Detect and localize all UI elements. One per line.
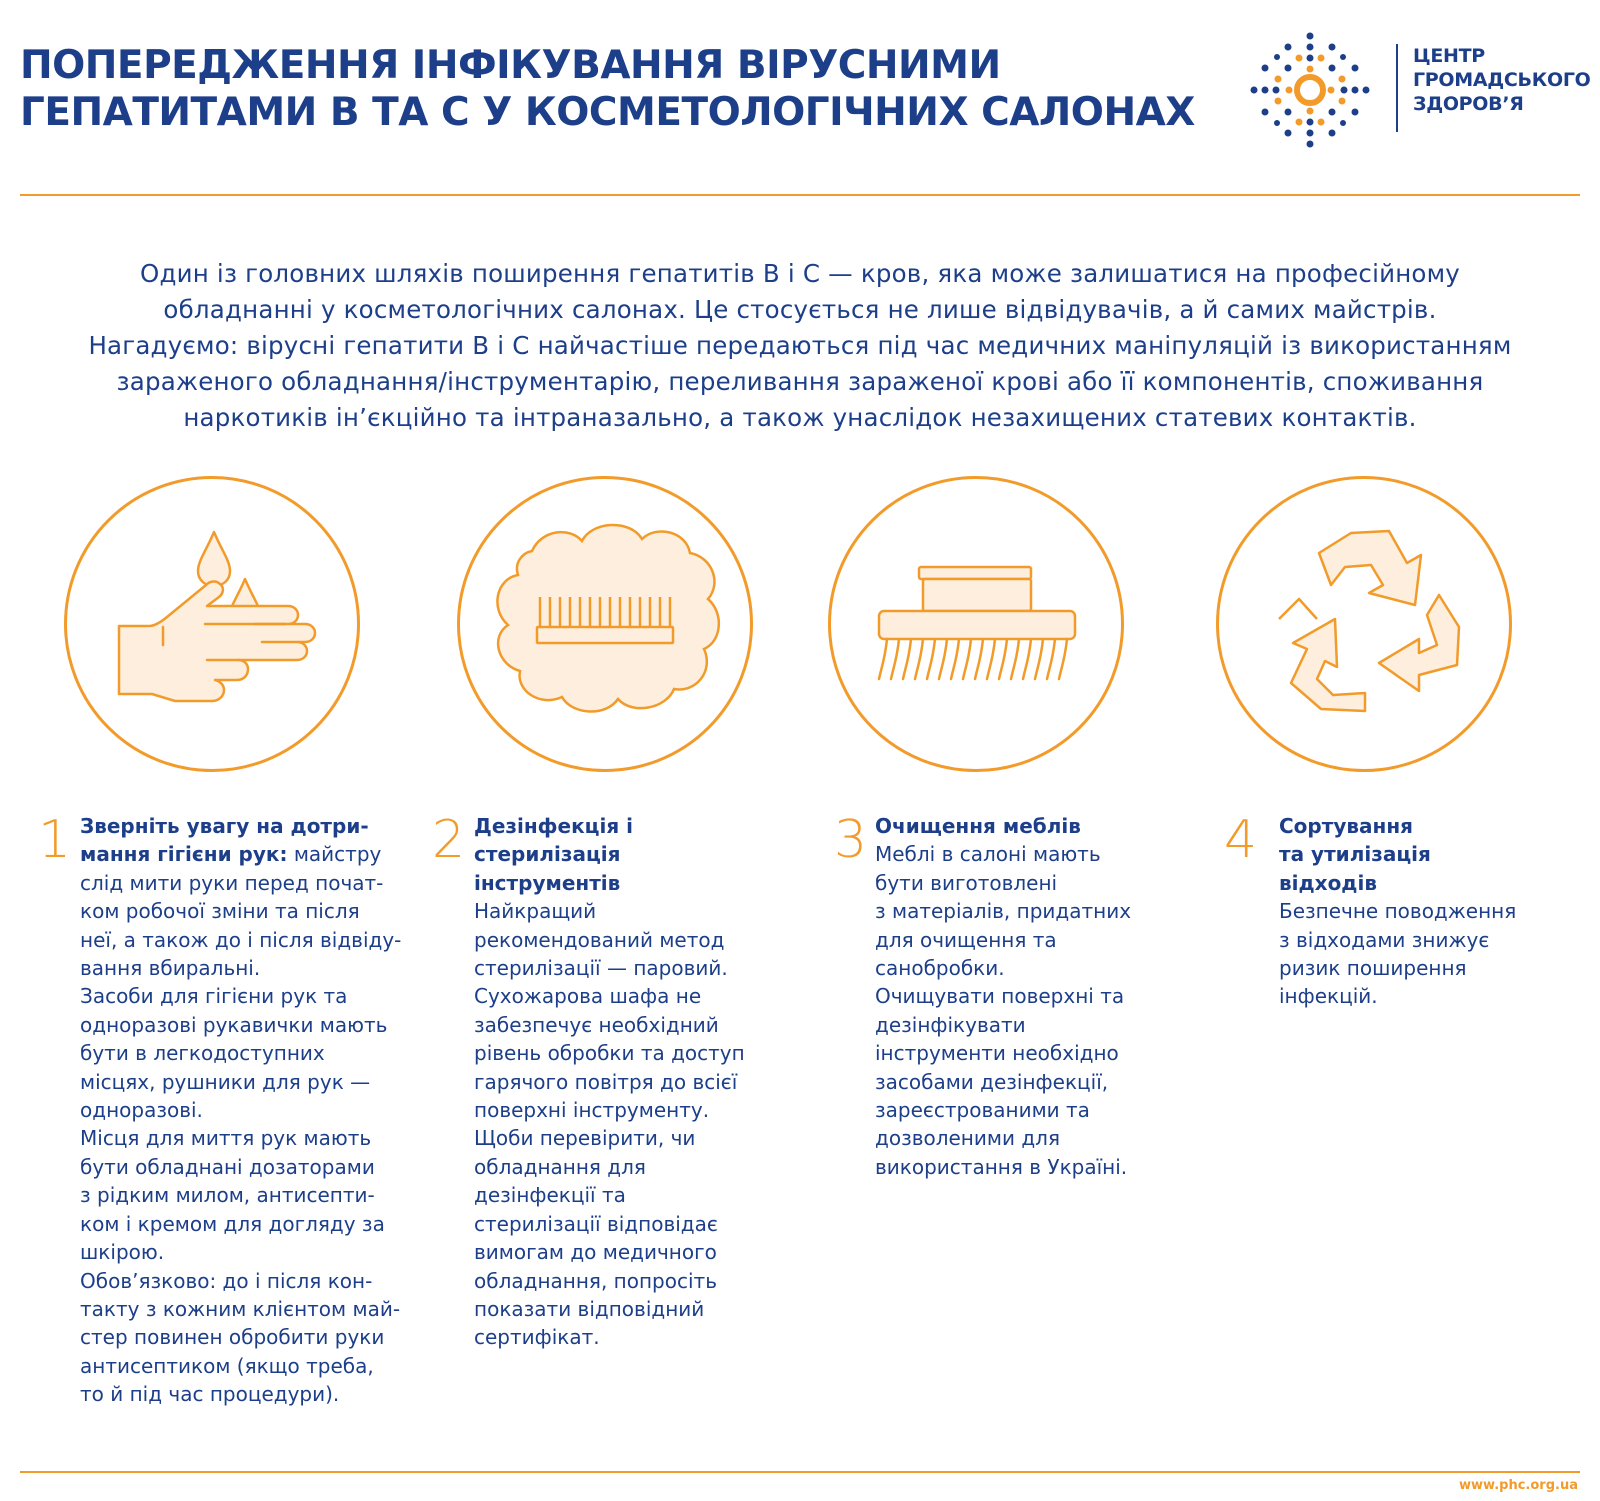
page-title-line-2: ГЕПАТИТАМИ В ТА С У КОСМЕТОЛОГІЧНИХ САЛОНАХ	[20, 90, 1195, 135]
step-body-text: Очищувати поверхні та	[875, 984, 1125, 1009]
logo-divider	[1396, 44, 1398, 132]
step-body-text: бути обладнані дозаторами	[80, 1154, 375, 1179]
step-body-text: рекомендований метод	[474, 927, 725, 952]
step-4-line	[1279, 869, 1600, 897]
step-body-text: антисептиком (якщо треба,	[80, 1353, 374, 1378]
step-body-text: дозволеними для	[875, 1126, 1060, 1151]
step-1-line	[80, 1238, 420, 1266]
step-3-line	[875, 926, 1215, 954]
step-number-3: 3	[834, 810, 868, 870]
step-3-line	[875, 1124, 1215, 1152]
step-1-line	[80, 1124, 420, 1152]
step-3-line	[875, 982, 1215, 1010]
logo-mark-icon	[1250, 30, 1370, 150]
step-1-line	[80, 954, 420, 982]
step-1-line	[80, 897, 420, 925]
step-1-text	[80, 812, 420, 1409]
step-body-text: одноразові рукавички мають	[80, 1012, 388, 1037]
logo-text-line-3: ЗДОРОВ’Я	[1413, 93, 1524, 115]
step-number-4: 4	[1224, 810, 1258, 870]
step-body-text: майстру	[287, 842, 382, 867]
step-1-line	[80, 1323, 420, 1351]
step-body-text: з відходами знижує	[1279, 927, 1490, 952]
intro-line-1: Один із головних шляхів поширення гепатитів В і С — кров, яка може залишатися на професійному	[139, 259, 1461, 288]
step-body-text: місцях, рушники для рук —	[80, 1069, 371, 1094]
bottom-divider	[20, 1471, 1580, 1473]
step-number-1: 1	[38, 810, 72, 870]
logo-text-line-2: ГРОМАДСЬКОГО	[1413, 69, 1591, 91]
step-body-text: Обов’язково: до і після кон-	[80, 1268, 373, 1293]
step-3-line	[875, 954, 1215, 982]
step-body-text: дезінфекції та	[474, 1183, 626, 1208]
step-body-text: обладнання, попросіть	[474, 1268, 717, 1293]
step-body-text: такту з кожним клієнтом май-	[80, 1296, 401, 1321]
logo-text-line-1: ЦЕНТР	[1413, 45, 1485, 67]
step-2-line	[474, 1267, 814, 1295]
step-body-text: Засоби для гігієни рук та	[80, 984, 348, 1009]
footer-url: www.phc.org.ua	[1459, 1478, 1578, 1493]
step-body-text: використання в Україні.	[875, 1154, 1128, 1179]
step-body-text: ком робочої зміни та після	[80, 899, 360, 924]
step-body-text: дезінфікувати	[875, 1012, 1026, 1037]
step-heading: стерилізація	[474, 842, 621, 867]
recycle-icon	[1219, 479, 1509, 769]
step-2-line	[474, 1323, 814, 1351]
step-2-line	[474, 982, 814, 1010]
step-2-line	[474, 1124, 814, 1152]
intro-line-5: наркотиків ін’єкційно та інтраназально, а також унаслідок незахищених статевих контактів.	[183, 403, 1417, 432]
step-body-text: стерилізації — паровий.	[474, 956, 728, 981]
brush-circle	[828, 476, 1124, 772]
step-3-line	[875, 1011, 1215, 1039]
step-1-line	[80, 1267, 420, 1295]
step-heading: Сортування	[1279, 814, 1413, 838]
step-3-line	[875, 1068, 1215, 1096]
step-3-line	[875, 1153, 1215, 1181]
step-3-line	[875, 869, 1215, 897]
step-heading: Зверніть увагу на дотри-	[80, 814, 369, 838]
step-4-line	[1279, 897, 1600, 925]
step-body-text: рівень обробки та доступ	[474, 1041, 745, 1066]
intro-line-2: обладнанні у косметологічних салонах. Це стосується не лише відвідувачів, а й самих майстрів.	[163, 295, 1437, 324]
step-body-text: поверхні інструменту.	[474, 1098, 710, 1123]
step-4-line	[1279, 926, 1600, 954]
step-body-text: санобробки.	[875, 956, 1005, 981]
step-2-line	[474, 840, 814, 868]
step-body-text: вимогам до медичного	[474, 1240, 717, 1265]
comb-disinfection-icon	[460, 479, 750, 769]
step-1-line	[80, 1068, 420, 1096]
step-2-line	[474, 1181, 814, 1209]
step-body-text: шкірою.	[80, 1240, 165, 1265]
step-3-line	[875, 812, 1215, 840]
step-heading: відходів	[1279, 870, 1377, 895]
step-body-text: Найкращий	[474, 899, 597, 924]
step-1-line	[80, 869, 420, 897]
step-body-text: ком і кремом для догляду за	[80, 1211, 385, 1236]
brush-icon	[831, 479, 1121, 769]
step-2-line	[474, 926, 814, 954]
step-body-text: бути в легкодоступних	[80, 1041, 325, 1066]
step-body-text: гарячого повітря до всієї	[474, 1069, 738, 1094]
step-body-text: обладнання для	[474, 1154, 646, 1179]
step-2-line	[474, 897, 814, 925]
hand-washing-icon	[67, 479, 357, 769]
step-body-text: ризик поширення	[1279, 956, 1467, 981]
step-2-line	[474, 1210, 814, 1238]
step-body-text: засобами дезінфекції,	[875, 1069, 1109, 1094]
step-body-text: бути виготовлені	[875, 870, 1058, 895]
step-3-line	[875, 840, 1215, 868]
step-body-text: для очищення та	[875, 927, 1057, 952]
step-1-line	[80, 926, 420, 954]
step-body-text: забезпечує необхідний	[474, 1012, 719, 1037]
step-body-text: інфекцій.	[1279, 984, 1378, 1009]
step-heading: мання гігієни рук:	[80, 842, 288, 867]
step-body-text: з рідким милом, антисепти-	[80, 1183, 375, 1208]
step-1-line	[80, 812, 420, 840]
step-1-line	[80, 840, 420, 868]
recycle-circle	[1216, 476, 1512, 772]
step-2-line	[474, 1011, 814, 1039]
step-1-line	[80, 1210, 420, 1238]
step-3-line	[875, 1096, 1215, 1124]
step-body-text: вання вбиральні.	[80, 956, 261, 981]
step-1-line	[80, 1295, 420, 1323]
step-1-line	[80, 1039, 420, 1067]
step-body-text: Сухожарова шафа не	[474, 984, 702, 1009]
step-1-line	[80, 1096, 420, 1124]
step-1-line	[80, 1380, 420, 1408]
logo-text	[1413, 44, 1591, 116]
step-2-line	[474, 1068, 814, 1096]
page-title-line-1: ПОПЕРЕДЖЕННЯ ІНФІКУВАННЯ ВІРУСНИМИ	[20, 43, 1001, 88]
intro-line-4: зараженого обладнання/інструментарію, переливання зараженої крові або її компонентів, споживання	[116, 367, 1484, 396]
step-3-line	[875, 1039, 1215, 1067]
top-divider	[20, 194, 1580, 196]
step-heading: та утилізація	[1279, 842, 1431, 867]
step-body-text: Безпечне поводження	[1279, 899, 1517, 924]
step-2-line	[474, 1096, 814, 1124]
step-3-text	[875, 812, 1215, 1181]
step-2-text	[474, 812, 814, 1352]
step-body-text: стер повинен обробити руки	[80, 1325, 385, 1350]
step-2-line	[474, 1238, 814, 1266]
step-2-line	[474, 1039, 814, 1067]
step-1-line	[80, 1181, 420, 1209]
intro-paragraph	[30, 256, 1570, 436]
hand-washing-circle	[64, 476, 360, 772]
page-title	[20, 42, 1200, 136]
step-1-line	[80, 1011, 420, 1039]
step-3-line	[875, 897, 1215, 925]
step-body-text: інструменти необхідно	[875, 1041, 1119, 1066]
step-1-line	[80, 982, 420, 1010]
step-heading: Дезінфекція і	[474, 814, 633, 838]
step-body-text: то й під час процедури).	[80, 1382, 340, 1407]
step-1-line	[80, 1352, 420, 1380]
step-heading: інструментів	[474, 870, 621, 895]
step-2-line	[474, 1153, 814, 1181]
step-body-text: показати відповідний	[474, 1296, 705, 1321]
step-2-line	[474, 869, 814, 897]
step-body-text: одноразові.	[80, 1098, 203, 1123]
step-number-2: 2	[432, 810, 466, 870]
step-2-line	[474, 954, 814, 982]
step-body-text: стерилізації відповідає	[474, 1211, 718, 1236]
intro-line-3: Нагадуємо: вірусні гепатити В і С найчастіше передаються під час медичних маніпуляцій із використанням	[88, 331, 1512, 360]
step-4-line	[1279, 840, 1600, 868]
step-4-line	[1279, 982, 1600, 1010]
step-body-text: неї, а також до і після відвіду-	[80, 927, 402, 952]
step-1-line	[80, 1153, 420, 1181]
step-body-text: Місця для миття рук мають	[80, 1126, 372, 1151]
step-2-line	[474, 812, 814, 840]
step-body-text: зареєстрованими та	[875, 1098, 1090, 1123]
step-2-line	[474, 1295, 814, 1323]
step-body-text: Меблі в салоні мають	[875, 842, 1101, 867]
step-body-text: сертифікат.	[474, 1325, 600, 1350]
step-body-text: слід мити руки перед почат-	[80, 870, 384, 895]
step-body-text: Щоби перевірити, чи	[474, 1126, 696, 1151]
step-4-text	[1279, 812, 1600, 1011]
step-4-line	[1279, 954, 1600, 982]
step-4-line	[1279, 812, 1600, 840]
step-body-text: з матеріалів, придатних	[875, 899, 1132, 924]
comb-disinfection-circle	[457, 476, 753, 772]
logo	[1250, 30, 1590, 150]
step-heading: Очищення меблів	[875, 814, 1081, 838]
